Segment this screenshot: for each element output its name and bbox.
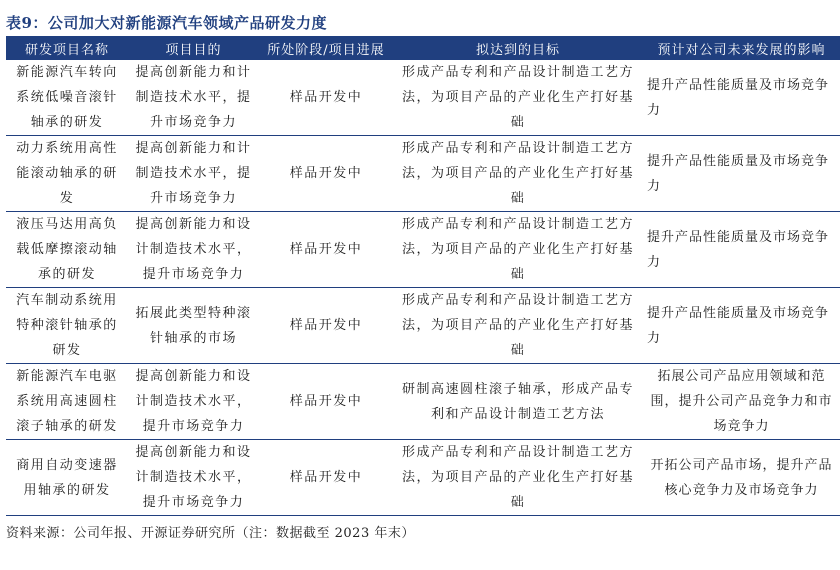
table-row [6, 288, 840, 364]
cell-project-purpose: 提高创新能力和设计制造技术水平，提升市场竞争力 [128, 440, 259, 516]
cell-project-purpose: 拓展此类型特种滚针轴承的市场 [128, 288, 259, 364]
cell-project-stage: 样品开发中 [259, 440, 393, 516]
cell-project-stage: 样品开发中 [259, 364, 393, 440]
cell-project-impact: 拓展公司产品应用领域和范围，提升公司产品竞争力和市场竞争力 [643, 364, 840, 440]
cell-project-goal: 形成产品专利和产品设计制造工艺方法，为项目产品的产业化生产打好基础 [393, 288, 643, 364]
table-title: 表9：公司加大对新能源汽车领域产品研发力度 [6, 14, 327, 32]
cell-project-goal: 形成产品专利和产品设计制造工艺方法，为项目产品的产业化生产打好基础 [393, 60, 643, 136]
cell-project-impact: 提升产品性能质量及市场竞争力 [643, 212, 840, 288]
header-project-stage: 所处阶段/项目进展 [259, 36, 393, 60]
cell-project-name: 商用自动变速器用轴承的研发 [6, 440, 128, 516]
table-row [6, 136, 840, 212]
cell-project-name: 汽车制动系统用特种滚针轴承的研发 [6, 288, 128, 364]
cell-project-name: 动力系统用高性能滚动轴承的研发 [6, 136, 128, 212]
table-row [6, 60, 840, 136]
cell-project-impact: 提升产品性能质量及市场竞争力 [643, 136, 840, 212]
cell-project-name: 新能源汽车转向系统低噪音滚针轴承的研发 [6, 60, 128, 136]
header-project-goal: 拟达到的目标 [393, 36, 643, 60]
cell-project-impact: 提升产品性能质量及市场竞争力 [643, 288, 840, 364]
header-project-purpose: 项目目的 [128, 36, 259, 60]
cell-project-impact: 开拓公司产品市场，提升产品核心竞争力及市场竞争力 [643, 440, 840, 516]
header-project-name: 研发项目名称 [6, 36, 128, 60]
cell-project-purpose: 提高创新能力和计制造技术水平，提升市场竞争力 [128, 60, 259, 136]
cell-project-purpose: 提高创新能力和设计制造技术水平，提升市场竞争力 [128, 364, 259, 440]
cell-project-goal: 研制高速圆柱滚子轴承，形成产品专利和产品设计制造工艺方法 [393, 364, 643, 440]
table-header-row [6, 36, 840, 60]
cell-project-stage: 样品开发中 [259, 288, 393, 364]
cell-project-name: 液压马达用高负载低摩擦滚动轴承的研发 [6, 212, 128, 288]
cell-project-goal: 形成产品专利和产品设计制造工艺方法，为项目产品的产业化生产打好基础 [393, 440, 643, 516]
cell-project-purpose: 提高创新能力和计制造技术水平，提升市场竞争力 [128, 136, 259, 212]
cell-project-goal: 形成产品专利和产品设计制造工艺方法，为项目产品的产业化生产打好基础 [393, 212, 643, 288]
cell-project-stage: 样品开发中 [259, 60, 393, 136]
table-row [6, 364, 840, 440]
cell-project-impact: 提升产品性能质量及市场竞争力 [643, 60, 840, 136]
table-row [6, 440, 840, 516]
cell-project-stage: 样品开发中 [259, 136, 393, 212]
source-note: 资料来源：公司年报、开源证券研究所（注：数据截至 2023 年末） [6, 526, 415, 541]
table-row [6, 212, 840, 288]
cell-project-name: 新能源汽车电驱系统用高速圆柱滚子轴承的研发 [6, 364, 128, 440]
cell-project-stage: 样品开发中 [259, 212, 393, 288]
header-project-impact: 预计对公司未来发展的影响 [643, 36, 840, 60]
cell-project-purpose: 提高创新能力和设计制造技术水平，提升市场竞争力 [128, 212, 259, 288]
rd-projects-table [6, 36, 840, 516]
cell-project-goal: 形成产品专利和产品设计制造工艺方法，为项目产品的产业化生产打好基础 [393, 136, 643, 212]
